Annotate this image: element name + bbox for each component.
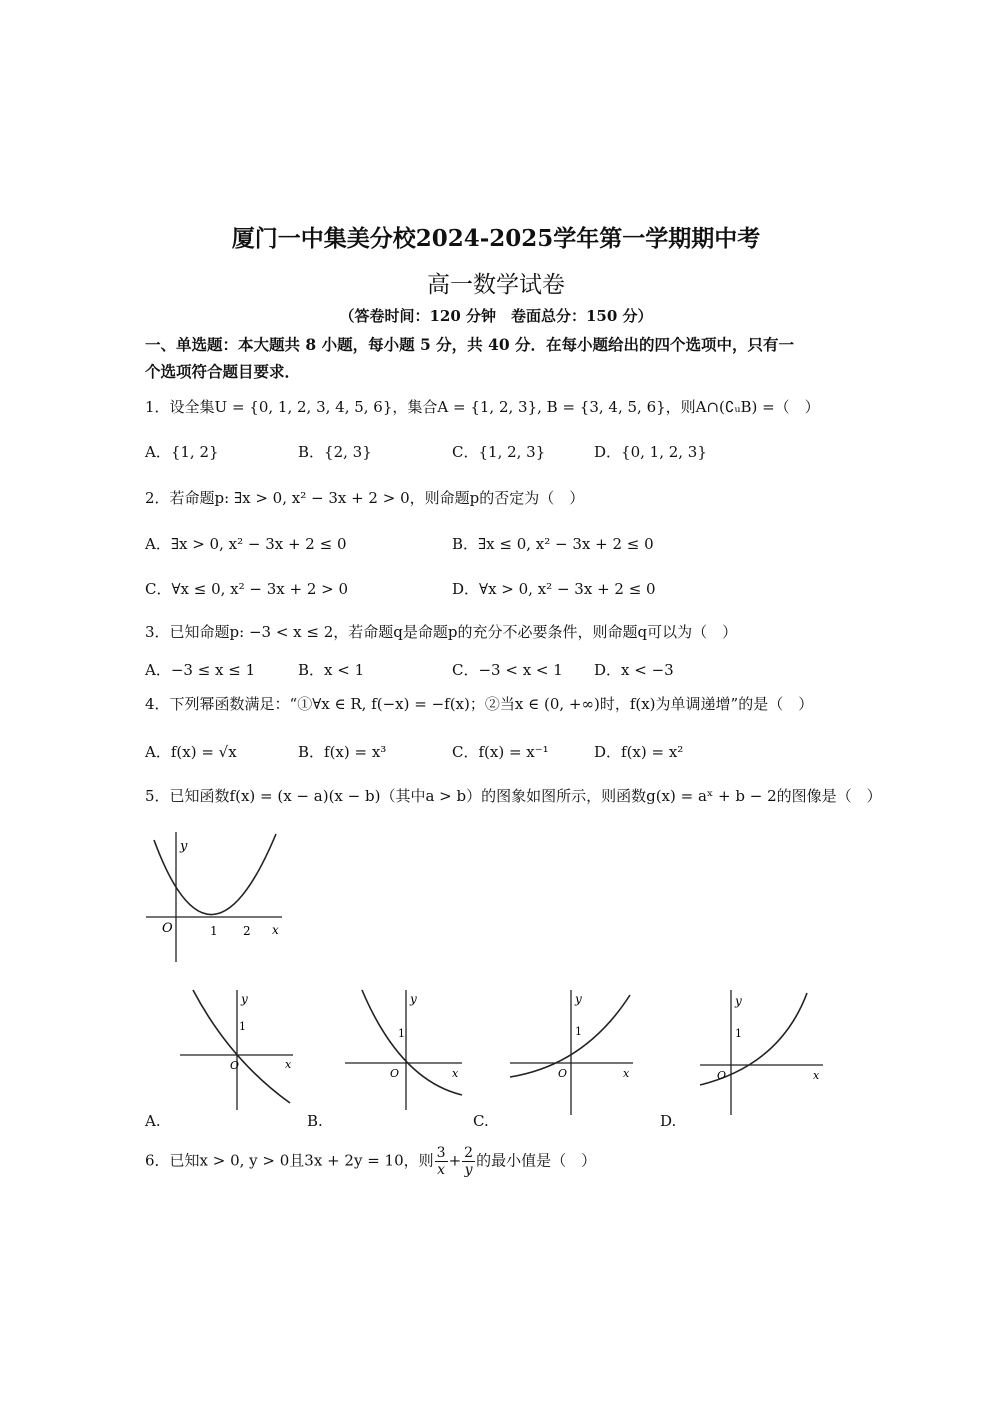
q5-option-a-label: A. — [145, 1112, 161, 1130]
q6-fraction-2-over-y — [462, 1145, 475, 1178]
tick-label-2: 2 — [243, 924, 251, 938]
q6-frac2-num: 2 — [464, 1145, 474, 1161]
q3-option-d: D．x < −3 — [594, 661, 674, 679]
q5-option-b-label: B. — [307, 1112, 323, 1130]
q5-main-graph — [140, 822, 290, 967]
q1-option-a: A．{1, 2} — [145, 443, 219, 461]
q4-option-c: C．f(x) = x⁻¹ — [452, 743, 549, 761]
q5-graph-b — [340, 985, 470, 1115]
exam-subtitle: 高一数学试卷 — [427, 272, 565, 298]
section-heading-line2: 个选项符合题目要求． — [145, 362, 301, 381]
section-heading-line1: 一、单选题：本大题共 8 小题，每小题 5 分，共 40 分．在每小题给出的四个选项中，只有一 — [145, 335, 795, 354]
q1-option-b: B．{2, 3} — [298, 443, 372, 461]
curve — [510, 995, 630, 1077]
y-axis-label: y — [410, 992, 417, 1006]
origin-label: O — [717, 1069, 727, 1082]
q1-option-d: D．{0, 1, 2, 3} — [594, 443, 707, 461]
curve — [193, 990, 290, 1103]
q3-option-c: C．−3 < x < 1 — [452, 661, 563, 679]
origin-label: O — [558, 1067, 568, 1080]
q6-fraction-3-over-x — [435, 1145, 448, 1178]
parabola-curve — [154, 834, 276, 915]
y-axis-label: y — [735, 994, 742, 1008]
q5-graph-d — [695, 985, 830, 1120]
question-3: 3．已知命题p: −3 < x ≤ 2，若命题q是命题p的充分不必要条件，则命题q可以为（ ） — [145, 623, 738, 641]
question-5: 5．已知函数f(x) = (x − a)(x − b)（其中a > b）的图象如图所示，则函数g(x) = aˣ + b − 2的图像是（ ） — [145, 787, 882, 805]
tick-label-1: 1 — [239, 1020, 246, 1033]
tick-label-1: 1 — [210, 924, 218, 938]
exam-title: 厦门一中集美分校2024-2025学年第一学期期中考 — [231, 225, 761, 252]
x-axis-label: x — [272, 923, 279, 937]
q5-graph-c — [505, 985, 640, 1120]
origin-label: O — [390, 1067, 400, 1080]
q6-text-before: 6．已知x > 0, y > 0且3x + 2y = 10，则 — [145, 1151, 434, 1170]
q3-option-a: A．−3 ≤ x ≤ 1 — [145, 661, 256, 679]
q6-plus: + — [448, 1151, 462, 1170]
q6-frac1-num: 3 — [436, 1145, 446, 1161]
q4-option-a: A．f(x) = √x — [145, 743, 237, 761]
origin-label: O — [162, 921, 173, 936]
q6-frac2-den: y — [464, 1162, 473, 1178]
question-1: 1．设全集U = {0, 1, 2, 3, 4, 5, 6}，集合A = {1, 2, 3}, B = {3, 4, 5, 6}，则A∩(∁ᵤB) =（ ） — [145, 398, 820, 416]
y-axis-label: y — [180, 839, 188, 854]
question-4: 4．下列幂函数满足：“①∀x ∈ R, f(−x) = −f(x)；②当x ∈ (0, +∞)时，f(x)为单调递增”的是（ ） — [145, 695, 814, 713]
y-axis-label: y — [575, 992, 582, 1006]
q4-option-d: D．f(x) = x² — [594, 743, 684, 761]
q1-option-c: C．{1, 2, 3} — [452, 443, 546, 461]
q2-option-c: C．∀x ≤ 0, x² − 3x + 2 > 0 — [145, 580, 349, 598]
x-axis-label: x — [285, 1058, 292, 1071]
q5-graph-a — [175, 985, 300, 1115]
y-axis-label: y — [241, 992, 248, 1006]
tick-label-1: 1 — [735, 1027, 742, 1040]
q2-option-b: B．∃x ≤ 0, x² − 3x + 2 ≤ 0 — [452, 535, 654, 553]
q2-option-d: D．∀x > 0, x² − 3x + 2 ≤ 0 — [452, 580, 656, 598]
q5-option-d-label: D. — [660, 1112, 677, 1130]
q6-frac1-den: x — [437, 1162, 446, 1178]
question-2: 2．若命题p: ∃x > 0, x² − 3x + 2 > 0，则命题p的否定为（ ） — [145, 489, 585, 507]
q2-option-a: A．∃x > 0, x² − 3x + 2 ≤ 0 — [145, 535, 347, 553]
q4-option-b: B．f(x) = x³ — [298, 743, 387, 761]
q5-option-c-label: C. — [473, 1112, 489, 1130]
tick-label-1: 1 — [575, 1025, 582, 1038]
q3-option-b: B．x < 1 — [298, 661, 365, 679]
x-axis-label: x — [813, 1069, 820, 1082]
question-6 — [145, 1145, 596, 1178]
x-axis-label: x — [623, 1067, 630, 1080]
exam-meta: （答卷时间：120 分钟 卷面总分：150 分） — [339, 307, 653, 325]
origin-label: O — [230, 1059, 240, 1072]
q6-text-after: 的最小值是（ ） — [476, 1151, 597, 1170]
tick-label-1: 1 — [398, 1027, 405, 1040]
x-axis-label: x — [452, 1067, 459, 1080]
